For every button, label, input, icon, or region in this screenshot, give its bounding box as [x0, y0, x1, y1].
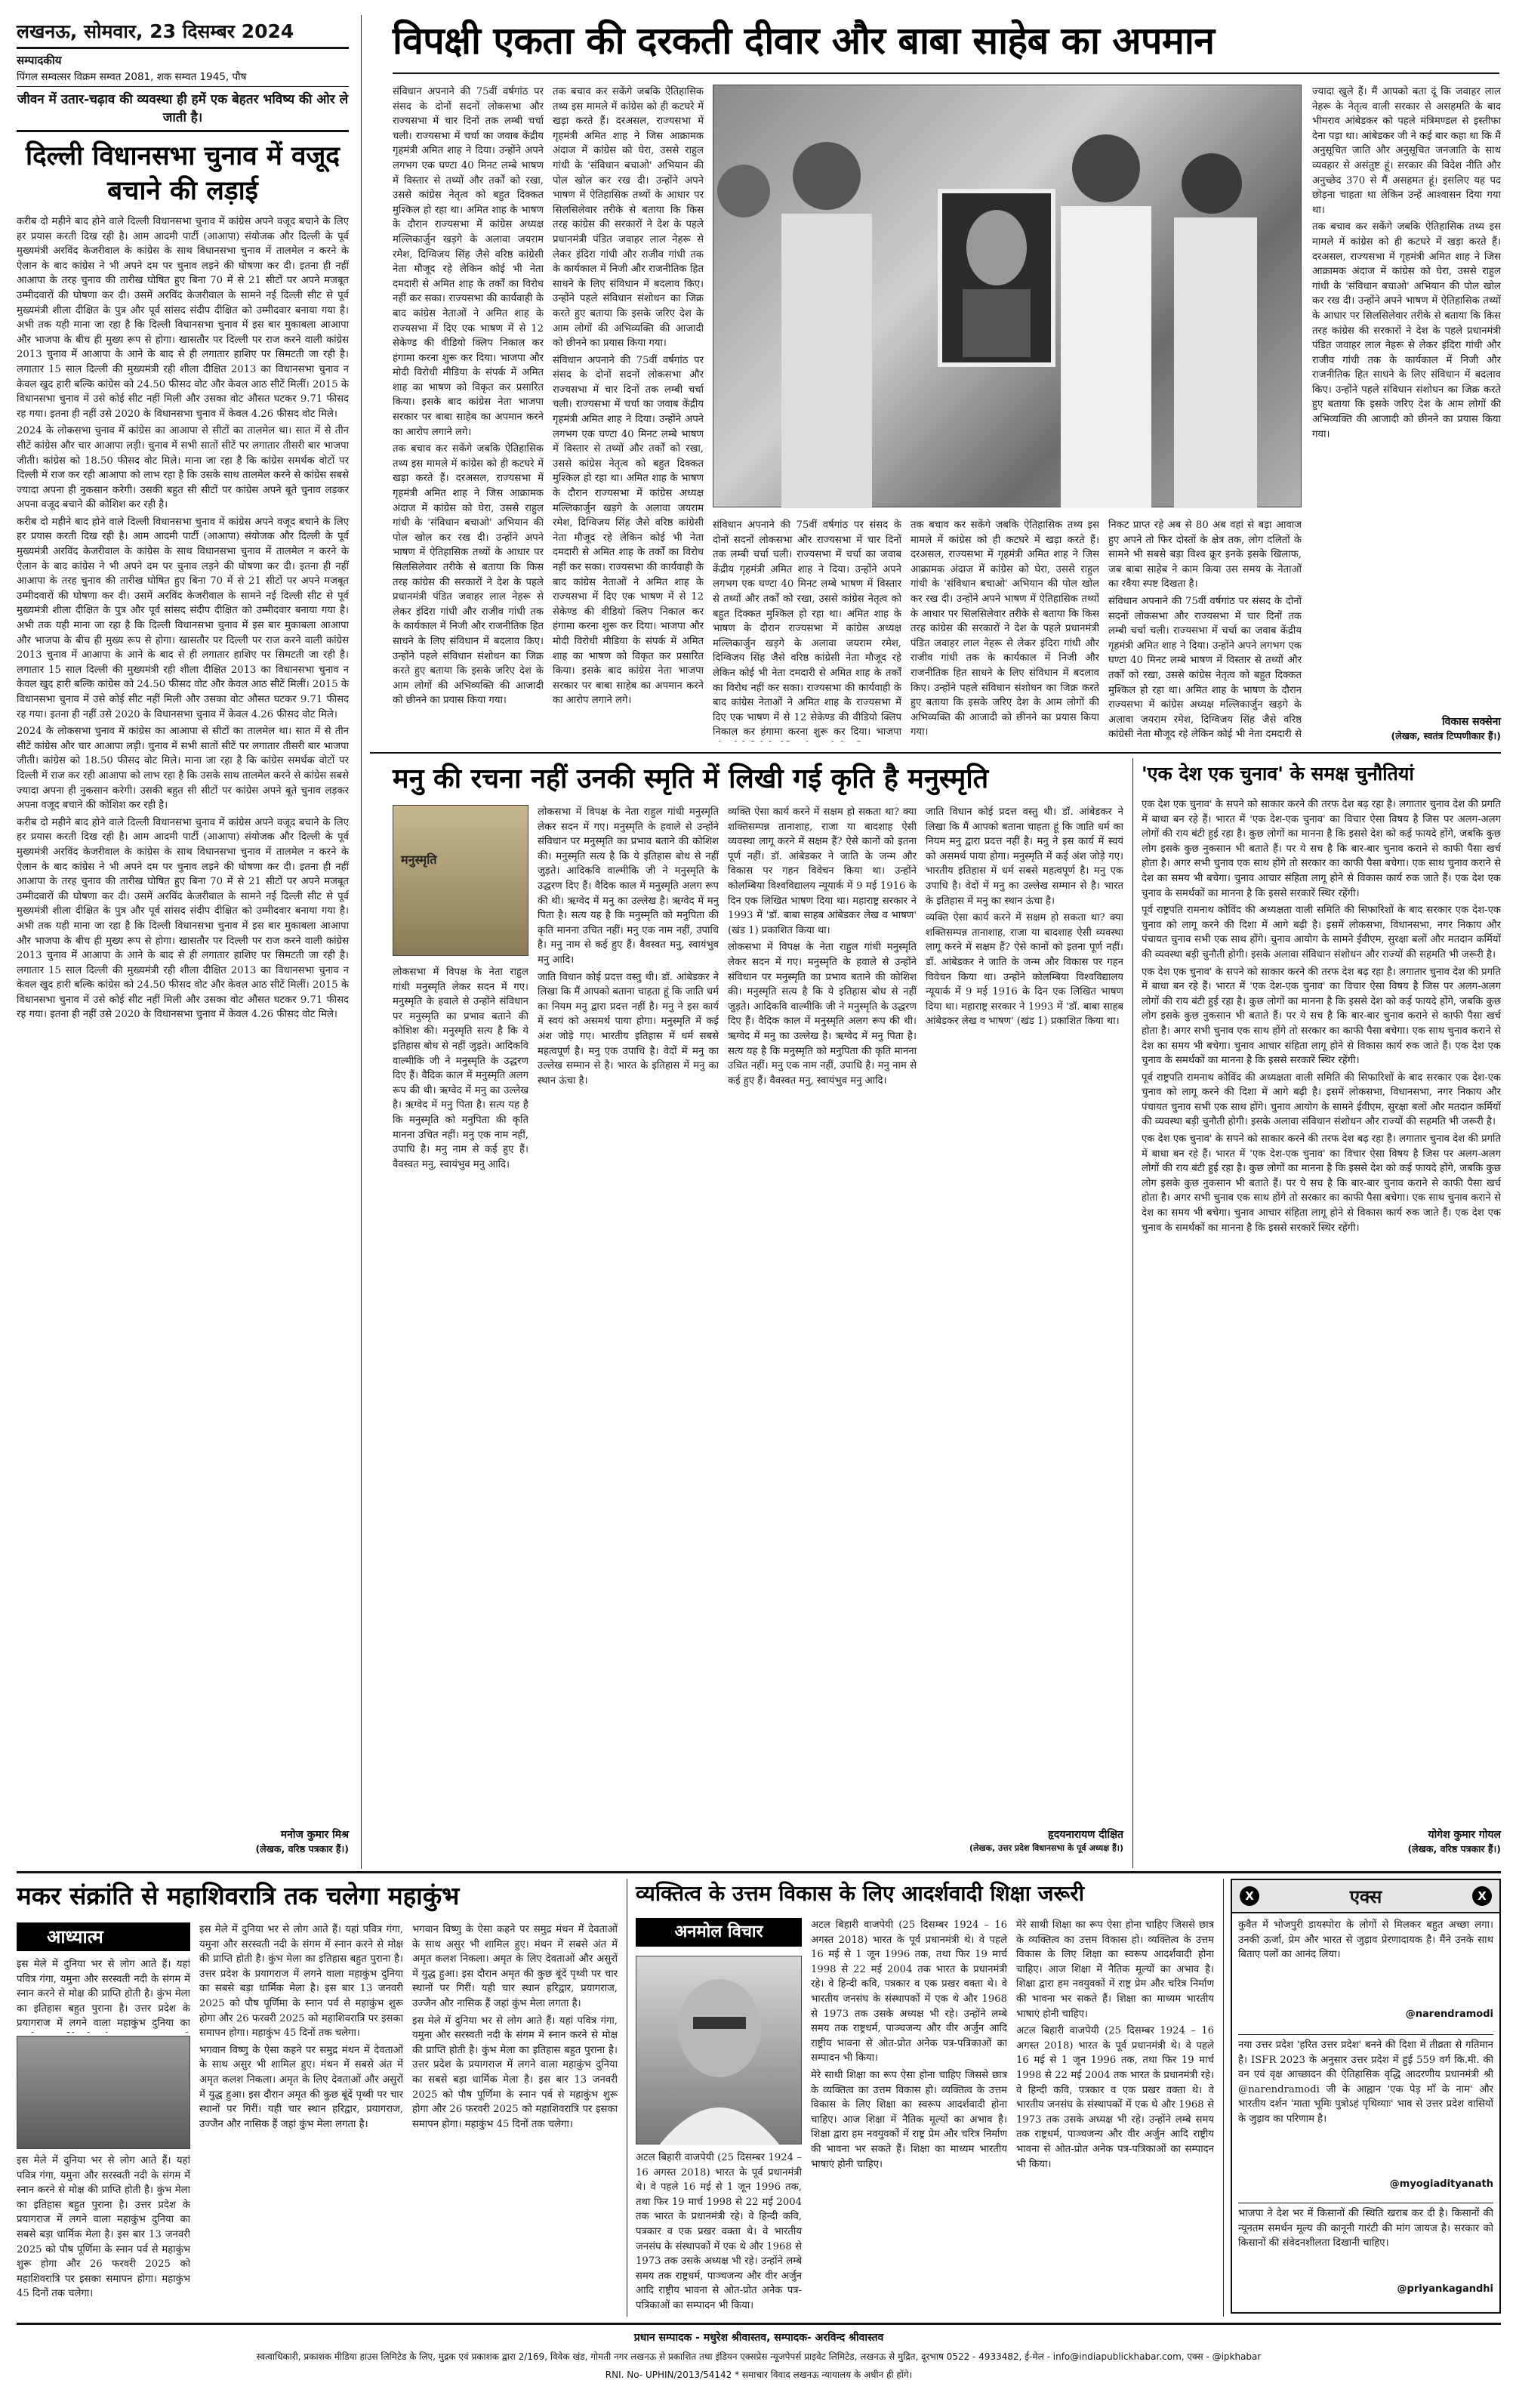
- manu-headline: मनु की रचना नहीं उनकी स्मृति में लिखी गई कृति है मनुस्मृति: [393, 763, 989, 794]
- delhi-body-p5: करीब दो महीने बाद होने वाले दिल्ली विधानसभा चुनाव में कांग्रेस अपने वजूद बचाने के लिए हर प्रयास करती दिख रही है। आम आदमी पार्टी (आआपा) संयोजक और दिल्ली के पूर्व मुख्यमंत्री अरविंद केजरीवाल के कांग्रेस के साथ विधानसभा चुनाव में तालमेल न करने के ऐलान के बाद कांग्रेस ने भी अपने दम पर चुनाव लड़ने की घोषणा कर दी। इतना ही नहीं आआपा के तरह चुनाव की तारीख घोषित हुए बिना 70 में से 21 सीटों पर अपने मजबूत उम्मीदवारों की घोषणा कर दी। उसमें अरविंद केजरीवाल के सामने नई दिल्ली सीट से पूर्व मुख्यमंत्री शीला दीक्षित के पुत्र और पूर्व सांसद संदीप दीक्षित को उम्मीदवार बनाया गया है। अभी तक यही माना जा रहा है कि दिल्ली विधानसभा चुनाव में इस बार मुकाबला आआपा और भाजपा के बीच ही मुख्य रूप से होगा। खासतौर पर दिल्ली पर राज करने वाली कांग्रेस 2013 चुनाव में आआपा के आने के बाद से ही लगातार हाशिए पर सिमटती जा रही है। लगातार 15 साल दिल्ली की मुख्यमंत्री रही शीला दीक्षित 2013 का विधानसभा चुनाव न केवल खुद हारी बल्कि कांग्रेस को 24.50 फीसद वोट और केवल आठ सीटें मिलीं। 2015 के विधानसभा चुनाव में उसे कोई सीट नहीं मिली और उसका वोट औसत घटकर 9.71 फीसद रह गया। इतना ही नहीं उसे 2020 के विधानसभा चुनाव में केवल 4.26 फीसद वोट मिले।: [17, 816, 349, 1021]
- manu-col-3: [926, 805, 1123, 1824]
- manu-col-2-text: व्यक्ति ऐसा कार्य करने में सक्षम हो सकता था? क्या शक्तिसम्पन्न तानाशाह, राजा या बादशाह ऐसी व्यवस्था लागू करने में सक्षम हैं? ऐसे कानों को इतना पूर्ण नहीं। डॉ. आंबेडकर ने जाति के जन्म और विकास पर गहन विवेचन किया था। उन्होंने कोलम्बिया विश्वविद्यालय न्यूयार्क में 9 मई 1916 के दिन एक लिखित भाषण दिया था। महाराष्ट्र सरकार ने 1993 में 'डॉ. बाबा साहब आंबेडकर लेख व भाषण' (खंड 1) प्रकाशित किया था।: [728, 806, 917, 936]
- edu-col-1-text: अटल बिहारी वाजपेयी (25 दिसम्बर 1924 – 16 अगस्त 2018) भारत के पूर्व प्रधानमंत्री थे। वे पहले 16 मई से 1 जून 1996 तक, तथा फिर 19 मार्च 1998 से 22 मई 2004 तक भारत के प्रधानमंत्री रहे। वे हिन्दी कवि, पत्रकार व एक प्रखर वक्ता थे। वे भारतीय जनसंघ के संस्थापकों में एक थे और 1968 से 1973 तक उसके अध्यक्ष भी रहे। उन्होंने लम्बे समय तक राष्ट्रधर्म, पाञ्चजन्य और वीर अर्जुन आदि राष्ट्रीय भावना से ओत-प्रोत अनेक पत्र-पत्रिकाओं का सम्पादन भी किया।: [636, 2152, 802, 2311]
- delhi-body-p3: करीब दो महीने बाद होने वाले दिल्ली विधानसभा चुनाव में कांग्रेस अपने वजूद बचाने के लिए हर प्रयास करती दिख रही है। आम आदमी पार्टी (आआपा) संयोजक और दिल्ली के पूर्व मुख्यमंत्री अरविंद केजरीवाल के कांग्रेस के साथ विधानसभा चुनाव में तालमेल न करने के ऐलान के बाद कांग्रेस ने भी अपने दम पर चुनाव लड़ने की घोषणा कर दी। इतना ही नहीं आआपा के तरह चुनाव की तारीख घोषित हुए बिना 70 में से 21 सीटों पर अपने मजबूत उम्मीदवारों की घोषणा कर दी। उसमें अरविंद केजरीवाल के सामने नई दिल्ली सीट से पूर्व मुख्यमंत्री शीला दीक्षित के पुत्र और पूर्व सांसद संदीप दीक्षित को उम्मीदवार बनाया गया है। अभी तक यही माना जा रहा है कि दिल्ली विधानसभा चुनाव में इस बार मुकाबला आआपा और भाजपा के बीच ही मुख्य रूप से होगा। खासतौर पर दिल्ली पर राज करने वाली कांग्रेस 2013 चुनाव में आआपा के आने के बाद से ही लगातार हाशिए पर सिमटती जा रही है। लगातार 15 साल दिल्ली की मुख्यमंत्री रही शीला दीक्षित 2013 का विधानसभा चुनाव न केवल खुद हारी बल्कि कांग्रेस को 24.50 फीसद वोट और केवल आठ सीटें मिलीं। 2015 के विधानसभा चुनाव में उसे कोई सीट नहीं मिली और उसका वोट औसत घटकर 9.71 फीसद रह गया। इतना ही नहीं उसे 2020 के विधानसभा चुनाव में केवल 4.26 फीसद वोट मिले।: [17, 516, 349, 720]
- kumbh-tag: आध्यात्म: [17, 1922, 190, 1951]
- tweet-3-text: भाजपा ने देश भर में किसानों की स्थिति खराब कर दी है। किसानों की न्यूनतम समर्थन मूल्य की कानूनी गारंटी की मांग जायज है। सरकार को किसानों की संवेदनशीलता दिखानी चाहिए।: [1238, 2208, 1493, 2249]
- lead-col-4-text: तक बचाव कर सकेंगे जबकि ऐतिहासिक तथ्य इस मामले में कांग्रेस को ही कटघरे में खड़ा करते हैं। दरअसल, राज्यसभा में गृहमंत्री अमित शाह ने जिस आक्रामक अंदाज में कांग्रेस को घेरा, उससे राहुल गांधी के 'संविधान बचाओ' अभियान की पोल खोल कर रख दी। उन्होंने अपने भाषण में ऐतिहासिक तथ्यों के आधार पर सिलसिलेवार तरीके से बताया कि किस तरह कांग्रेस की सरकारों ने देश के पहले प्रधानमंत्री पंडित जवाहर लाल नेहरू से लेकर इंदिरा गांधी और राजीव गांधी तक के कार्यकाल में निजी और राजनीतिक हित साधने के लिए संविधान में बदलाव किए। उन्होंने पहले संविधान संशोधन का जिक्र करते हुए बताया कि इसके जरिए देश के आम लोगों की अभिव्यक्ति की आजादी को छीनने का प्रयास किया गया।: [911, 520, 1099, 738]
- kumbh-col-2-text-2: भगवान विष्णु के ऐसा कहने पर समुद्र मंथन में देवताओं के साथ असुर भी शामिल हुए। मंथन में सबसे अंत में अमृत कलश निकला। अमृत के लिए देवताओं और असुरों में युद्ध हुआ। इस दौरान अमृत की कुछ बूंदें पृथ्वी पर चार स्थानों पर गिरीं। यही चार स्थान हरिद्वार, प्रयागराज, उज्जैन और नासिक हैं जहां कुंभ मेला लगता है।: [199, 2044, 403, 2130]
- onenation-headline: 'एक देश एक चुनाव' के समक्ष चुनौतियां: [1142, 763, 1414, 785]
- x-panel-title: एक्स: [1349, 1885, 1382, 1907]
- manu-col-2: [728, 805, 917, 1855]
- delhi-author-note: (लेखक, वरिष्ठ पत्रकार हैं।): [255, 1843, 349, 1855]
- onenation-body-p3: एक देश एक चुनाव' के सपने को साकार करने की तरफ देश बढ़ रहा है। लगातार चुनाव देश की प्रगति में बाधा बन रहे हैं। भारत में 'एक देश-एक चुनाव' का विचार ऐसा विषय है जिस पर अलग-अलग लोगों की राय बंटी हुई रहा है। कुछ लोगों का मानना है कि इससे देश को कई फायदे होंगे, जबकि कुछ लोग इसके कुछ नुकसान भी बताते हैं। पर ये सच है कि बार-बार चुनाव कराने से काफी पैसा खर्च होता है। अगर सभी चुनाव एक साथ होंगे तो सरकार का काफी पैसा बचेगा। एक साथ चुनाव कराने से देश का समय भी बचेगा। चुनाव आचार संहिता लागू होने से विकास कार्य रुक जाते हैं। एक देश एक चुनाव के समर्थकों का मानना है कि इससे सरकारें स्थिर रहेंगी।: [1142, 966, 1501, 1067]
- onenation-body: [1142, 797, 1501, 1824]
- lead-headline: विपक्षी एकता की दरकती दीवार और बाबा साहेब का अपमान: [393, 19, 1215, 63]
- x-panel: [1231, 1879, 1501, 2314]
- lead-col-1-text: संविधान अपनाने की 75वीं वर्षगांठ पर संसद के दोनों सदनों लोकसभा और राज्यसभा में चार दिनों तक लम्बी चर्चा चली। राज्यसभा में चर्चा का जवाब केंद्रीय गृहमंत्री अमित शाह ने दिया। उन्होंने अपने लगभग एक घण्टा 40 मिनट लम्बे भाषण में विस्तार से तथ्यों और तर्कों को रखा, उससे कांग्रेस नेतृत्व को बहुत दिक्कत मुश्किल हो रहा था। अमित शाह के भाषण के दौरान राज्यसभा में कांग्रेस अध्यक्ष मल्लिकार्जुन खड़गे के अलावा जयराम रमेश, दिग्विजय सिंह जैसे वरिष्ठ कांग्रेसी नेता मौजूद रहे लेकिन कोई भी नेता दमदारी से अमित शाह के तर्कों का विरोध नहीं कर सका। राज्यसभा की कार्यवाही के बाद कांग्रेस नेताओं ने अमित शाह के राज्यसभा में दिए एक भाषण में से 12 सेकेण्ड की वीडियो क्लिप निकाल कर हंगामा करना शुरू कर दिया। भाजपा और मोदी विरोधी मीडिया के संपर्क में अमित शाह का भाषण को विकृत कर प्रसारित किया। इसके बाद कांग्रेस नेता भाजपा सरकार पर बाबा साहेब का अपमान करने का आरोप लगाने लगे।: [393, 86, 544, 438]
- tweet-3: [1238, 2206, 1493, 2305]
- lead-col-2-text: तक बचाव कर सकेंगे जबकि ऐतिहासिक तथ्य इस मामले में कांग्रेस को ही कटघरे में खड़ा करते हैं। दरअसल, राज्यसभा में गृहमंत्री अमित शाह ने जिस आक्रामक अंदाज में कांग्रेस को घेरा, उससे राहुल गांधी के 'संविधान बचाओ' अभियान की पोल खोल कर रख दी। उन्होंने अपने भाषण में ऐतिहासिक तथ्यों के आधार पर सिलसिलेवार तरीके से बताया कि किस तरह कांग्रेस की सरकारों ने देश के पहले प्रधानमंत्री पंडित जवाहर लाल नेहरू से लेकर इंदिरा गांधी और राजीव गांधी तक के कार्यकाल में निजी और राजनीतिक हित साधने के लिए संविधान में बदलाव किए। उन्होंने पहले संविधान संशोधन का जिक्र करते हुए बताया कि इसके जरिए देश के आम लोगों की अभिव्यक्ति की आजादी को छीनने का प्रयास किया गया।: [553, 86, 704, 350]
- edu-tag: अनमोल विचार: [636, 1918, 802, 1947]
- tweet-1-text: कुवैत में भोजपुरी डायस्पोरा के लोगों से मिलकर बहुत अच्छा लगा। उनकी ऊर्जा, प्रेम और भारत से जुड़ाव प्रेरणादायक है। मैंने उनके साथ बिताए पलों का आनंद लिया।: [1238, 1919, 1493, 1961]
- tweet-3-handle[interactable]: [1238, 2283, 1493, 2295]
- col-divider-1: [361, 15, 362, 1869]
- delhi-body-p2: 2024 के लोकसभा चुनाव में कांग्रेस का आआपा से सीटों का तालमेल था। सात में से तीन सीटें कांग्रेस और चार आआपा लड़ी। चुनाव में सभी सातों सीटें पर लगातार तीसरी बार भाजपा जीती। कांग्रेस को 18.50 फीसद वोट मिले। माना जा रहा है कि कांग्रेस समर्थक वोटों पर दिल्ली में राज कर रही आआपा को लाभ रहा है कि उसके साथ तालमेल करने से कांग्रेस सबसे ज्यादा अपना ही नुकसान करेगी। उसकी बहुत सी सीटों पर कांग्रेस अपने बूते चुनाव लड़कर अपना वजूद बचाने की कोशिश कर रही है।: [17, 425, 349, 511]
- lead-col-1: [393, 85, 544, 742]
- tweet-1-handle[interactable]: [1238, 2009, 1493, 2020]
- tweet-3-handle-text[interactable]: @priyankagandhi: [1397, 2283, 1493, 2295]
- lead-headline-rule: [393, 72, 1499, 74]
- manu-col-1b-text: लोकसभा में विपक्ष के नेता राहुल गांधी मनुस्मृति लेकर सदन में गए। मनुस्मृति के हवाले से उन्होंने संविधान पर मनुस्मृति का प्रभाव बताने की कोशिश की। मनुस्मृति सत्य है कि ये इतिहास बोध से नहीं जुड़ते। आदिकवि वाल्मीकि जी ने मनुस्मृति के उद्धरण दिए हैं। वैदिक काल में मनुस्मृति अलग रूप की थी। ऋग्वेद में मनु का उल्लेख है। ऋग्वेद में मनु पिता है। सत्य यह है कि मनुस्मृति को मनुपिता की कृति मानना उचित नहीं। मनु एक नाम नहीं, उपाधि है। मनु नाम से कई हुए हैं। वैवस्वत मनु, स्वायंभुव मनु आदि।: [393, 967, 528, 1170]
- footer-rule: [17, 2323, 1501, 2325]
- edu-col-2-text-2: मेरे साथी शिक्षा का रूप ऐसा होना चाहिए जिससे छात्र के व्यक्तित्व का उत्तम विकास हो। व्यक्तित्व के उत्तम विकास के लिए शिक्षा का स्वरूप आदर्शवादी होना चाहिए। आज शिक्षा में नैतिक मूल्यों का अभाव है। शिक्षा द्वारा हम नवयुवकों में राष्ट्र प्रेम और चरित्र निर्माण की भावना भर सकते हैं। शिक्षा का माध्यम भारतीय भाषाएं होनी चाहिए।: [811, 2069, 1007, 2170]
- footer-rni: RNI. No- UPHIN/2013/54142 * समाचार विवाद लखनऊ न्यायालय के अधीन ही होंगे।: [605, 2369, 913, 2380]
- edu-col-2-text: अटल बिहारी वाजपेयी (25 दिसम्बर 1924 – 16 अगस्त 2018) भारत के पूर्व प्रधानमंत्री थे। वे पहले 16 मई से 1 जून 1996 तक, तथा फिर 19 मार्च 1998 से 22 मई 2004 तक भारत के प्रधानमंत्री रहे। वे हिन्दी कवि, पत्रकार व एक प्रखर वक्ता थे। वे भारतीय जनसंघ के संस्थापकों में एक थे और 1968 से 1973 तक उसके अध्यक्ष भी रहे। उन्होंने लम्बे समय तक राष्ट्रधर्म, पाञ्चजन्य और वीर अर्जुन आदि राष्ट्रीय भावना से ओत-प्रोत अनेक पत्र-पत्रिकाओं का सम्पादन भी किया।: [811, 1919, 1007, 2064]
- edu-col-3-text: मेरे साथी शिक्षा का रूप ऐसा होना चाहिए जिससे छात्र के व्यक्तित्व का उत्तम विकास हो। व्यक्तित्व के उत्तम विकास के लिए शिक्षा का स्वरूप आदर्शवादी होना चाहिए। आज शिक्षा में नैतिक मूल्यों का अभाव है। शिक्षा द्वारा हम नवयुवकों में राष्ट्र प्रेम और चरित्र निर्माण की भावना भर सकते हैं। शिक्षा का माध्यम भारतीय भाषाएं होनी चाहिए।: [1016, 1919, 1214, 2020]
- manu-col-1: [538, 805, 719, 1855]
- edu-col-3: [1016, 1918, 1214, 2312]
- manu-col-3-text: जाति विधान कोई प्रदत्त वस्तु थी। डॉ. आंबेडकर ने लिखा कि मैं आपको बताना चाहता हूं कि जाति धर्म का नियम मनु द्वारा प्रदत्त नहीं है। मनु ने इस कार्य में स्वयं को असमर्थ पाया होगा। मनुस्मृति में कई अंश जोड़े गए। भारतीय इतिहास में धर्म सबसे महत्वपूर्ण है। मनु एक उपाधि है। वेदों में मनु का उल्लेख सम्मान से है। भारत के इतिहास में मनु का स्थान ऊंचा है।: [926, 806, 1123, 907]
- masthead-dateline: लखनऊ, सोमवार, 23 दिसम्बर 2024: [17, 20, 294, 42]
- manu-author: हृदयनारायण दीक्षित: [1048, 1829, 1123, 1841]
- x-tweets: [1232, 1913, 1499, 2309]
- tweet-2-handle-text[interactable]: @myogiadityanath: [1389, 2178, 1493, 2190]
- col-divider-4: [1223, 1879, 1224, 2317]
- kumbh-col-1b: [17, 2154, 190, 2312]
- masthead-rule: [17, 47, 349, 49]
- lead-col-5-text-2: संविधान अपनाने की 75वीं वर्षगांठ पर संसद के दोनों सदनों लोकसभा और राज्यसभा में चार दिनों तक लम्बी चर्चा चली। राज्यसभा में चर्चा का जवाब केंद्रीय गृहमंत्री अमित शाह ने दिया। उन्होंने अपने लगभग एक घण्टा 40 मिनट लम्बे भाषण में विस्तार से तथ्यों और तर्कों को रखा, उससे कांग्रेस नेतृत्व को बहुत दिक्कत मुश्किल हो रहा था। अमित शाह के भाषण के दौरान राज्यसभा में कांग्रेस अध्यक्ष मल्लिकार्जुन खड़गे के अलावा जयराम रमेश, दिग्विजय सिंह जैसे वरिष्ठ कांग्रेसी नेता मौजूद रहे लेकिन कोई भी नेता दमदारी से: [1108, 595, 1302, 741]
- x-logo-icon-right: X: [1472, 1886, 1492, 1906]
- delhi-body-p1: करीब दो महीने बाद होने वाले दिल्ली विधानसभा चुनाव में कांग्रेस अपने वजूद बचाने के लिए हर प्रयास करती दिख रही है। आम आदमी पार्टी (आआपा) संयोजक और दिल्ली के पूर्व मुख्यमंत्री अरविंद केजरीवाल के कांग्रेस के साथ विधानसभा चुनाव में तालमेल न करने के ऐलान के बाद कांग्रेस ने भी अपने दम पर चुनाव लड़ने की घोषणा कर दी। इतना ही नहीं आआपा के तरह चुनाव की तारीख घोषित हुए बिना 70 में से 21 सीटों पर अपने मजबूत उम्मीदवारों की घोषणा कर दी। उसमें अरविंद केजरीवाल के सामने नई दिल्ली सीट से पूर्व मुख्यमंत्री शीला दीक्षित के पुत्र और पूर्व सांसद संदीप दीक्षित को उम्मीदवार बनाया गया है। अभी तक यही माना जा रहा है कि दिल्ली विधानसभा चुनाव में इस बार मुकाबला आआपा और भाजपा के बीच ही मुख्य रूप से होगा। खासतौर पर दिल्ली पर राज करने वाली कांग्रेस 2013 चुनाव में आआपा के आने के बाद से ही लगातार हाशिए पर सिमटती जा रही है। लगातार 15 साल दिल्ली की मुख्यमंत्री रही शीला दीक्षित 2013 का विधानसभा चुनाव न केवल खुद हारी बल्कि कांग्रेस को 24.50 फीसद वोट और केवल आठ सीटें मिलीं। 2015 के विधानसभा चुनाव में उसे कोई सीट नहीं मिली और उसका वोट औसत घटकर 9.71 फीसद रह गया। इतना ही नहीं उसे 2020 के विधानसभा चुनाव में केवल 4.26 फीसद वोट मिले।: [17, 216, 349, 420]
- onenation-body-p2: पूर्व राष्ट्रपति रामनाथ कोविंद की अध्यक्षता वाली समिति की सिफारिशों के बाद सरकार एक देश-एक चुनाव को लागू करने की दिशा में आगे बढ़ी है। इसमें लोकसभा, विधानसभा, नगर निकाय और पंचायत चुनाव सभी एक साथ होंगे। चुनाव आयोग के सामने ईवीएम, सुरक्षा बलों और मतदान कर्मियों की व्यवस्था बड़ी चुनौती होगी। इसके अलावा संविधान संशोधन और राज्यों की सहमति भी जरूरी है।: [1142, 905, 1501, 960]
- bottom-section-rule: [17, 1871, 1501, 1873]
- masthead-rule-2: [17, 86, 349, 87]
- kumbh-col-3-text-2: इस मेले में दुनिया भर से लोग आते हैं। यहां पवित्र गंगा, यमुना और सरस्वती नदी के संगम में स्नान करने से मोक्ष की प्राप्ति होती है। कुंभ मेला का इतिहास बहुत पुराना है। उत्तर प्रदेश के प्रयागराज में लगने वाला महाकुंभ दुनिया का सबसे बड़ा धार्मिक मेला है। इस बार 13 जनवरी 2025 को पौष पूर्णिमा के स्नान पर्व से महाकुंभ शुरू होगा और 26 फरवरी 2025 को महाशिवरात्रि पर इसका समापन होगा। महाकुंभ 45 दिनों तक चलेगा।: [412, 2015, 618, 2130]
- lead-photo: [713, 85, 1302, 507]
- onenation-body-p4: पूर्व राष्ट्रपति रामनाथ कोविंद की अध्यक्षता वाली समिति की सिफारिशों के बाद सरकार एक देश-एक चुनाव को लागू करने की दिशा में आगे बढ़ी है। इसमें लोकसभा, विधानसभा, नगर निकाय और पंचायत चुनाव सभी एक साथ होंगे। चुनाव आयोग के सामने ईवीएम, सुरक्षा बलों और मतदान कर्मियों की व्यवस्था बड़ी चुनौती होगी। इसके अलावा संविधान संशोधन और राज्यों की सहमति भी जरूरी है।: [1142, 1071, 1501, 1128]
- delhi-body: [17, 214, 349, 1823]
- kumbh-col-1b-text: इस मेले में दुनिया भर से लोग आते हैं। यहां पवित्र गंगा, यमुना और सरस्वती नदी के संगम में स्नान करने से मोक्ष की प्राप्ति होती है। कुंभ मेला का इतिहास बहुत पुराना है। उत्तर प्रदेश के प्रयागराज में लगने वाला महाकुंभ दुनिया का सबसे बड़ा धार्मिक मेला है। इस बार 13 जनवरी 2025 को पौष पूर्णिमा के स्नान पर्व से महाकुंभ शुरू होगा और 26 फरवरी 2025 को महाशिवरात्रि पर इसका समापन होगा। महाकुंभ 45 दिनों तक चलेगा।: [17, 2155, 190, 2300]
- manu-image-caption: मनुस्मृति: [401, 853, 437, 867]
- tweet-2-text: नया उत्तर प्रदेश 'हरित उत्तर प्रदेश' बनने की दिशा में तीव्रता से गतिमान है। ISFR 2023 के अनुसार उत्तर प्रदेश में हुई 559 वर्ग कि.मी. की वन एवं वृक्ष आच्छादन की ऐतिहासिक वृद्धि आदरणीय प्रधानमंत्री श्री @narendramodi जी के आह्वान 'एक पेड़ माँ के नाम' और भारतीय दर्शन 'माता भूमिः पुत्रोऽहं पृथिव्याः' भाव से उत्तर प्रदेश वासियों के जुड़ाव का परिणाम है।: [1238, 2040, 1493, 2125]
- edu-headline: व्यक्तित्व के उत्तम विकास के लिए आदर्शवादी शिक्षा जरूरी: [636, 1881, 1084, 1906]
- lead-col-5: [1108, 518, 1302, 742]
- delhi-top-rule: [17, 130, 349, 132]
- lead-bottom-rule: [370, 752, 1501, 754]
- tweet-divider-1: [1238, 2034, 1493, 2035]
- edu-col-1: [636, 2151, 802, 2312]
- delhi-author: मनोज कुमार मिश्र: [280, 1829, 349, 1841]
- thought-of-day: जीवन में उतार-चढ़ाव की व्यवस्था ही हमें एक बेहतर भविष्य की ओर ले जाती है।: [17, 92, 349, 125]
- edu-col-3-text-2: अटल बिहारी वाजपेयी (25 दिसम्बर 1924 – 16 अगस्त 2018) भारत के पूर्व प्रधानमंत्री थे। वे पहले 16 मई से 1 जून 1996 तक, तथा फिर 19 मार्च 1998 से 22 मई 2004 तक भारत के प्रधानमंत्री रहे। वे हिन्दी कवि, पत्रकार व एक प्रखर वक्ता थे। वे भारतीय जनसंघ के संस्थापकों में एक थे और 1968 से 1973 तक उसके अध्यक्ष भी रहे। उन्होंने लम्बे समय तक राष्ट्रधर्म, पाञ्चजन्य और वीर अर्जुन आदि राष्ट्रीय भावना से ओत-प्रोत अनेक पत्र-पत्रिकाओं का सम्पादन भी किया।: [1016, 2025, 1214, 2170]
- kumbh-col-2-text: इस मेले में दुनिया भर से लोग आते हैं। यहां पवित्र गंगा, यमुना और सरस्वती नदी के संगम में स्नान करने से मोक्ष की प्राप्ति होती है। कुंभ मेला का इतिहास बहुत पुराना है। उत्तर प्रदेश के प्रयागराज में लगने वाला महाकुंभ दुनिया का सबसे बड़ा धार्मिक मेला है। इस बार 13 जनवरी 2025 को पौष पूर्णिमा के स्नान पर्व से महाकुंभ शुरू होगा और 26 फरवरी 2025 को महाशिवरात्रि पर इसका समापन होगा। महाकुंभ 45 दिनों तक चलेगा।: [199, 1924, 403, 2040]
- lead-col-6: [1312, 85, 1501, 711]
- lead-photo-svg: [713, 85, 1302, 508]
- kumbh-photo: [17, 2036, 190, 2149]
- manu-col-1-text: लोकसभा में विपक्ष के नेता राहुल गांधी मनुस्मृति लेकर सदन में गए। मनुस्मृति के हवाले से उन्होंने संविधान पर मनुस्मृति का प्रभाव बताने की कोशिश की। मनुस्मृति सत्य है कि ये इतिहास बोध से नहीं जुड़ते। आदिकवि वाल्मीकि जी ने मनुस्मृति के उद्धरण दिए हैं। वैदिक काल में मनुस्मृति अलग रूप की थी। ऋग्वेद में मनु का उल्लेख है। ऋग्वेद में मनु पिता है। सत्य यह है कि मनुस्मृति को मनुपिता की कृति मानना उचित नहीं। मनु एक नाम नहीं, उपाधि है। मनु नाम से कई हुए हैं। वैवस्वत मनु, स्वायंभुव मनु आदि।: [538, 806, 719, 966]
- manu-col-3-text-2: व्यक्ति ऐसा कार्य करने में सक्षम हो सकता था? क्या शक्तिसम्पन्न तानाशाह, राजा या बादशाह ऐसी व्यवस्था लागू करने में सक्षम हैं? ऐसे कानों को इतना पूर्ण नहीं। डॉ. आंबेडकर ने जाति के जन्म और विकास पर गहन विवेचन किया था। उन्होंने कोलम्बिया विश्वविद्यालय न्यूयार्क में 9 मई 1916 के दिन एक लिखित भाषण दिया था। महाराष्ट्र सरकार ने 1993 में 'डॉ. बाबा साहब आंबेडकर लेख व भाषण' (खंड 1) प्रकाशित किया था।: [926, 912, 1123, 1028]
- vajpayee-photo-svg: [636, 1956, 803, 2145]
- vajpayee-photo: [636, 1956, 802, 2144]
- lead-col-6-text: ज्यादा खुले हैं। मैं आपको बता दूं कि जवाहर लाल नेहरू के नेतृत्व वाली सरकार से असहमति के बाद भीमराव आंबेडकर को पहले मंत्रिमण्डल से इस्तीफा देना पड़ा था। आंबेडकर जी ने कई बार कहा था कि मैं अनुसूचित जाति और अनुसूचित जनजाति के साथ व्यवहार से असंतुष्ट हूं। सरकार की विदेश नीति और अनुच्छेद 370 से मैं असहमत हूं। इसलिए यह पद छोड़ना चाहता था लेकिन उन्हें आश्वासन दिया गया था।: [1312, 86, 1501, 216]
- lead-col-3: [713, 518, 901, 742]
- tweet-2: [1238, 2038, 1493, 2200]
- kumbh-col-1-text: इस मेले में दुनिया भर से लोग आते हैं। यहां पवित्र गंगा, यमुना और सरस्वती नदी के संगम में स्नान करने से मोक्ष की प्राप्ति होती है। कुंभ मेला का इतिहास बहुत पुराना है। उत्तर प्रदेश के प्रयागराज में लगने वाला महाकुंभ दुनिया का: [17, 1959, 190, 2030]
- lead-col-4: [911, 518, 1099, 742]
- edu-col-2: [811, 1918, 1007, 2312]
- lead-col-3-text: संविधान अपनाने की 75वीं वर्षगांठ पर संसद के दोनों सदनों लोकसभा और राज्यसभा में चार दिनों तक लम्बी चर्चा चली। राज्यसभा में चर्चा का जवाब केंद्रीय गृहमंत्री अमित शाह ने दिया। उन्होंने अपने लगभग एक घण्टा 40 मिनट लम्बे भाषण में विस्तार से तथ्यों और तर्कों को रखा, उससे कांग्रेस नेतृत्व को बहुत दिक्कत मुश्किल हो रहा था। अमित शाह के भाषण के दौरान राज्यसभा में कांग्रेस अध्यक्ष मल्लिकार्जुन खड़गे के अलावा जयराम रमेश, दिग्विजय सिंह जैसे वरिष्ठ कांग्रेसी नेता मौजूद रहे लेकिन कोई भी नेता दमदारी से अमित शाह के तर्कों का विरोध नहीं कर सका। राज्यसभा की कार्यवाही के बाद कांग्रेस नेताओं ने अमित शाह के राज्यसभा में दिए एक भाषण में से 12 सेकेण्ड की वीडियो क्लिप निकाल कर हंगामा करना शुरू कर दिया। भाजपा: [713, 520, 901, 738]
- lead-author: विकास सक्सेना: [1442, 716, 1501, 728]
- samvat-line: पिंगल सम्वत्सर विक्रम सम्वत 2081, शक सम्वत 1945, पौष: [17, 71, 247, 83]
- manu-image: [393, 805, 528, 956]
- delhi-headline: दिल्ली विधानसभा चुनाव में वजूद बचाने की लड़ाई: [26, 141, 340, 206]
- manu-col-1b: [393, 965, 528, 1855]
- lead-col-5-text: निकट प्राप्त रहे अब से 80 अब वहां से बड़ा आवाज हुए अपने तो फिर दोस्तों के क्षेत्र तक, लोग दलितों के सामने भी सबसे बड़ा विश्व क्रूर इनके इसके खिलाफ, जब बाबा साहेब ने काम किया उस समय के नेताओं का रवैया स्पष्ट दिखता है।: [1108, 520, 1302, 590]
- kumbh-col-3-text: भगवान विष्णु के ऐसा कहने पर समुद्र मंथन में देवताओं के साथ असुर भी शामिल हुए। मंथन में सबसे अंत में अमृत कलश निकला। अमृत के लिए देवताओं और असुरों में युद्ध हुआ। इस दौरान अमृत की कुछ बूंदें पृथ्वी पर चार स्थानों पर गिरीं। यही चार स्थान हरिद्वार, प्रयागराज, उज्जैन और नासिक हैं जहां कुंभ मेला लगता है।: [412, 1924, 618, 2009]
- kumbh-headline: मकर संक्रांति से महाशिवरात्रि तक चलेगा महाकुंभ: [17, 1881, 460, 1910]
- footer-imprint: स्वत्वाधिकारी, प्रकाशक मीडिया हाउस लिमिटेड के लिए, मुद्रक एवं प्रकाशक द्वारा 2/169, विवेक खंड, गोमती नगर लखनऊ से प्रकाशित तथा इंडियन एक्सप्रेस न्यूजपेपर्स प्राइवेट लिमिटेड, लखनऊ से मुद्रित, दूरभाष 0522 - 4933482, ई-मेल - info@indiapublickhabar.com, एक्स - @ipkhabar: [256, 2351, 1262, 2362]
- tweet-2-handle[interactable]: [1238, 2178, 1493, 2190]
- onenation-author-note: (लेखक, वरिष्ठ पत्रकार हैं।): [1407, 1843, 1501, 1855]
- onenation-body-p5: एक देश एक चुनाव' के सपने को साकार करने की तरफ देश बढ़ रहा है। लगातार चुनाव देश की प्रगति में बाधा बन रहे हैं। भारत में 'एक देश-एक चुनाव' का विचार ऐसा विषय है जिस पर अलग-अलग लोगों की राय बंटी हुई रहा है। कुछ लोगों का मानना है कि इससे देश को कई फायदे होंगे, जबकि कुछ लोग इसके कुछ नुकसान भी बताते हैं। पर ये सच है कि बार-बार चुनाव कराने से काफी पैसा खर्च होता है। अगर सभी चुनाव एक साथ होंगे तो सरकार का काफी पैसा बचेगा। एक साथ चुनाव कराने से देश का समय भी बचेगा। चुनाव आचार संहिता लागू होने से विकास कार्य रुक जाते हैं। एक देश एक चुनाव के समर्थकों का मानना है कि इससे सरकारें स्थिर रहेंगी।: [1142, 1133, 1501, 1234]
- lead-col-6-text-2: तक बचाव कर सकेंगे जबकि ऐतिहासिक तथ्य इस मामले में कांग्रेस को ही कटघरे में खड़ा करते हैं। दरअसल, राज्यसभा में गृहमंत्री अमित शाह ने जिस आक्रामक अंदाज में कांग्रेस को घेरा, उससे राहुल गांधी के 'संविधान बचाओ' अभियान की पोल खोल कर रख दी। उन्होंने अपने भाषण में ऐतिहासिक तथ्यों के आधार पर सिलसिलेवार तरीके से बताया कि किस तरह कांग्रेस की सरकारों ने देश के पहले प्रधानमंत्री पंडित जवाहर लाल नेहरू से लेकर इंदिरा गांधी और राजीव गांधी तक के कार्यकाल में निजी और राजनीतिक हित साधने के लिए संविधान में बदलाव किए। उन्होंने पहले संविधान संशोधन का जिक्र करते हुए बताया कि इसके जरिए देश के आम लोगों की अभिव्यक्ति की आजादी को छीनने का प्रयास किया गया।: [1312, 221, 1501, 440]
- manu-author-note: (लेखक, उत्तर प्रदेश विधानसभा के पूर्व अध्यक्ष हैं।): [969, 1843, 1123, 1853]
- delhi-body-p4: 2024 के लोकसभा चुनाव में कांग्रेस का आआपा से सीटों का तालमेल था। सात में से तीन सीटें कांग्रेस और चार आआपा लड़ी। चुनाव में सभी सातों सीटें पर लगातार तीसरी बार भाजपा जीती। कांग्रेस को 18.50 फीसद वोट मिले। माना जा रहा है कि कांग्रेस समर्थक वोटों पर दिल्ली में राज कर रही आआपा को लाभ रहा है कि उसके साथ तालमेल करने से कांग्रेस सबसे ज्यादा अपना ही नुकसान करेगी। उसकी बहुत सी सीटों पर कांग्रेस अपने बूते चुनाव लड़कर अपना वजूद बचाने की कोशिश कर रही है।: [17, 726, 349, 812]
- footer-editor-line: प्रधान सम्पादक - मधुरेश श्रीवास्तव, सम्पादक- अरविन्द श्रीवास्तव: [633, 2332, 884, 2344]
- lead-col-2-text-2: संविधान अपनाने की 75वीं वर्षगांठ पर संसद के दोनों सदनों लोकसभा और राज्यसभा में चार दिनों तक लम्बी चर्चा चली। राज्यसभा में चर्चा का जवाब केंद्रीय गृहमंत्री अमित शाह ने दिया। उन्होंने अपने लगभग एक घण्टा 40 मिनट लम्बे भाषण में विस्तार से तथ्यों और तर्कों को रखा, उससे कांग्रेस नेतृत्व को बहुत दिक्कत मुश्किल हो रहा था। अमित शाह के भाषण के दौरान राज्यसभा में कांग्रेस अध्यक्ष मल्लिकार्जुन खड़गे के अलावा जयराम रमेश, दिग्विजय सिंह जैसे वरिष्ठ कांग्रेसी नेता मौजूद रहे लेकिन कोई भी नेता दमदारी से अमित शाह के तर्कों का विरोध नहीं कर सका। राज्यसभा की कार्यवाही के बाद कांग्रेस नेताओं ने अमित शाह के राज्यसभा में दिए एक भाषण में से 12 सेकेण्ड की वीडियो क्लिप निकाल कर हंगामा करना शुरू कर दिया। भाजपा और मोदी विरोधी मीडिया के संपर्क में अमित शाह का भाषण को विकृत कर प्रसारित किया। इसके बाद कांग्रेस नेता भाजपा सरकार पर बाबा साहेब का अपमान करने का आरोप लगाने लगे।: [553, 354, 704, 707]
- section-label: सम्पादकीय: [17, 54, 62, 67]
- tweet-1: [1238, 1918, 1493, 2031]
- lead-col-1-text-2: तक बचाव कर सकेंगे जबकि ऐतिहासिक तथ्य इस मामले में कांग्रेस को ही कटघरे में खड़ा करते हैं। दरअसल, राज्यसभा में गृहमंत्री अमित शाह ने जिस आक्रामक अंदाज में कांग्रेस को घेरा, उससे राहुल गांधी के 'संविधान बचाओ' अभियान की पोल खोल कर रख दी। उन्होंने अपने भाषण में ऐतिहासिक तथ्यों के आधार पर सिलसिलेवार तरीके से बताया कि किस तरह कांग्रेस की सरकारों ने देश के पहले प्रधानमंत्री पंडित जवाहर लाल नेहरू से लेकर इंदिरा गांधी और राजीव गांधी तक के कार्यकाल में निजी और राजनीतिक हित साधने के लिए संविधान में बदलाव किए। उन्होंने पहले संविधान संशोधन का जिक्र करते हुए बताया कि इसके जरिए देश के आम लोगों की अभिव्यक्ति की आजादी को छीनने का प्रयास किया गया।: [393, 443, 544, 707]
- col-divider-2: [1132, 758, 1133, 1868]
- manu-col-2-text-2: लोकसभा में विपक्ष के नेता राहुल गांधी मनुस्मृति लेकर सदन में गए। मनुस्मृति के हवाले से उन्होंने संविधान पर मनुस्मृति का प्रभाव बताने की कोशिश की। मनुस्मृति सत्य है कि ये इतिहास बोध से नहीं जुड़ते। आदिकवि वाल्मीकि जी ने मनुस्मृति के उद्धरण दिए हैं। वैदिक काल में मनुस्मृति अलग रूप की थी। ऋग्वेद में मनु का उल्लेख है। ऋग्वेद में मनु पिता है। सत्य यह है कि मनुस्मृति को मनुपिता की कृति मानना उचित नहीं। मनु एक नाम नहीं, उपाधि है। मनु नाम से कई हुए हैं। वैवस्वत मनु, स्वायंभुव मनु आदि।: [728, 942, 917, 1087]
- x-logo-icon-left: X: [1240, 1886, 1259, 1906]
- x-panel-header: [1232, 1880, 1499, 1913]
- manu-col-1-text-2: जाति विधान कोई प्रदत्त वस्तु थी। डॉ. आंबेडकर ने लिखा कि मैं आपको बताना चाहता हूं कि जाति धर्म का नियम मनु द्वारा प्रदत्त नहीं है। मनु ने इस कार्य में स्वयं को असमर्थ पाया होगा। मनुस्मृति में कई अंश जोड़े गए। भारतीय इतिहास में धर्म सबसे महत्वपूर्ण है। मनु एक उपाधि है। वेदों में मनु का उल्लेख सम्मान से है। भारत के इतिहास में मनु का स्थान ऊंचा है।: [538, 971, 719, 1087]
- kumbh-col-2: [199, 1922, 403, 2312]
- lead-col-2: [553, 85, 704, 742]
- lead-author-note: (लेखक, स्वतंत्र टिप्पणीकार हैं।): [1391, 730, 1501, 742]
- onenation-author: योगेश कुमार गोयल: [1428, 1829, 1501, 1841]
- kumbh-col-1: [17, 1957, 190, 2033]
- onenation-body-p1: एक देश एक चुनाव' के सपने को साकार करने की तरफ देश बढ़ रहा है। लगातार चुनाव देश की प्रगति में बाधा बन रहे हैं। भारत में 'एक देश-एक चुनाव' का विचार ऐसा विषय है जिस पर अलग-अलग लोगों की राय बंटी हुई रहा है। कुछ लोगों का मानना है कि इससे देश को कई फायदे होंगे, जबकि कुछ लोग इसके कुछ नुकसान भी बताते हैं। पर ये सच है कि बार-बार चुनाव कराने से काफी पैसा खर्च होता है। अगर सभी चुनाव एक साथ होंगे तो सरकार का काफी पैसा बचेगा। एक साथ चुनाव कराने से देश का समय भी बचेगा। चुनाव आचार संहिता लागू होने से विकास कार्य रुक जाते हैं। एक देश एक चुनाव के समर्थकों का मानना है कि इससे सरकारें स्थिर रहेंगी।: [1142, 799, 1501, 899]
- kumbh-col-3: [412, 1922, 618, 2312]
- tweet-1-handle-text[interactable]: @narendramodi: [1405, 2009, 1493, 2020]
